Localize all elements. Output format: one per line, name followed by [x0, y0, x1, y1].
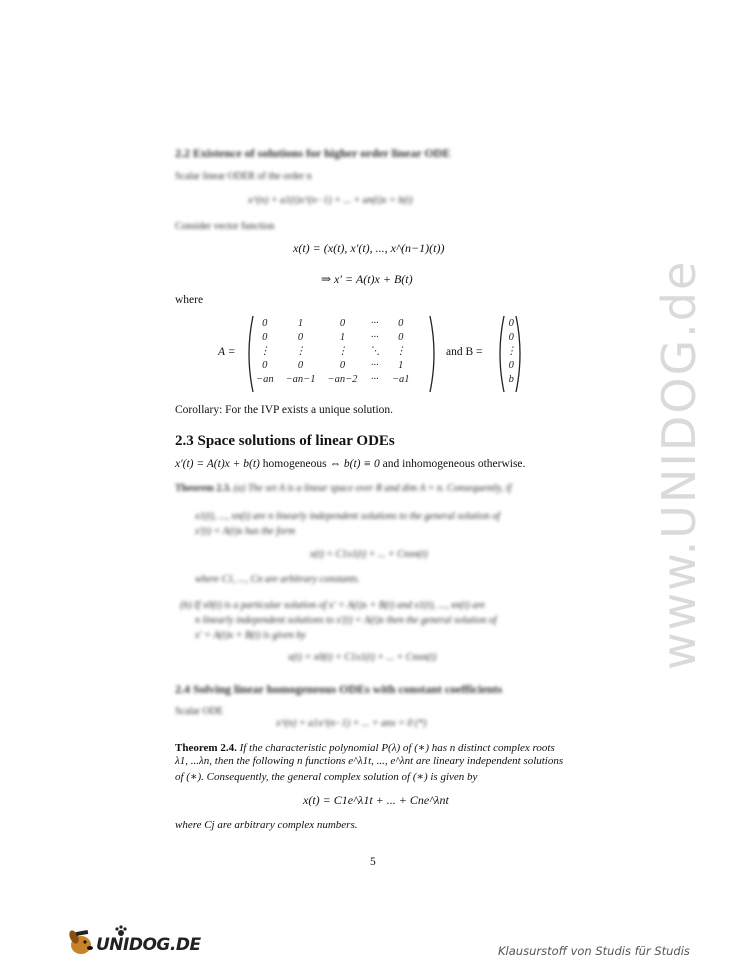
matrix-b-cell: 0 — [508, 359, 514, 371]
and-b-label: and B = — [446, 346, 483, 358]
footer-logo — [66, 925, 201, 961]
matrix-b-cell: 0 — [508, 317, 514, 329]
logo-text: UNIDOG.DE — [96, 935, 201, 955]
homogeneous-text: homogeneous ⇔ — [259, 458, 344, 470]
where-label: where — [175, 294, 204, 306]
matrix-a-row — [250, 316, 416, 330]
section-2-4-equation: x^(n) + a1x^(n−1) + ... + anx = 0 (*) — [276, 718, 427, 729]
matrix-a-cell: ··· — [370, 317, 379, 329]
ode-expression: x′(t) = A(t)x + b(t) — [175, 458, 260, 470]
footer-slogan: Klausurstoff von Studis für Studis — [498, 944, 690, 958]
page-number: 5 — [370, 856, 376, 868]
theorem-2-4-line-2: λ1, ...λn, then the following n functions e^λ1t, ..., e^λnt are lineary independent solutions — [175, 755, 564, 767]
matrix-a-right-paren — [428, 314, 440, 394]
section-2-4-heading: 2.4 Solving linear homogeneous ODEs with constant coefficients — [175, 682, 503, 696]
implies-equation: ⇒ x′ = A(t)x + B(t) — [321, 272, 413, 286]
matrix-a-cell: ⋱ — [369, 346, 380, 357]
matrix-b-cell: 0 — [508, 331, 514, 343]
matrix-a-cell: ··· — [370, 331, 379, 343]
watermark — [600, 260, 750, 680]
matrix-a-cell: −an — [256, 373, 274, 385]
matrix-a-cell: −a1 — [391, 373, 410, 385]
watermark-text: www.UNIDOG.de — [652, 260, 706, 670]
vector-function-equation: x(t) = (x(t), x′(t), ..., x^(n−1)(t)) — [293, 241, 445, 255]
matrix-a-cell: 0 — [297, 331, 304, 343]
matrix-a-cell: ··· — [370, 359, 379, 371]
matrix-a-cell: 1 — [398, 359, 404, 371]
matrix-a-cell: ⋮ — [259, 346, 271, 357]
matrix-a — [250, 316, 416, 386]
theorem-2-3-eq-a: x(t) = C1x1(t) + ... + Cnxn(t) — [310, 549, 428, 560]
theorem-2-3-eq-b: x(t) = x0(t) + C1x1(t) + ... + Cnxn(t) — [288, 652, 437, 663]
matrix-a-cell: 1 — [339, 331, 346, 343]
matrix-a-cell: 1 — [297, 317, 304, 329]
theorem-2-3-part-b-2: n linearly independent solutions to x′(t) = A(t)x then the general solution of — [195, 615, 497, 626]
matrix-a-label: A = — [218, 346, 236, 358]
matrix-a-cell: ⋮ — [395, 346, 406, 357]
inhomogeneous-text: and inhomogeneous otherwise. — [379, 458, 526, 470]
section-2-2-equation: x^(n) + a1(t)x^(n−1) + ... + an(t)x = b(t) — [248, 195, 413, 206]
matrix-a-cell: 0 — [398, 317, 404, 329]
section-2-3-heading: 2.3 Space solutions of linear ODEs — [175, 433, 395, 449]
theorem-2-3-part-b-3: x′ = A(t)x + B(t) is given by — [195, 630, 306, 641]
matrix-a-cell: 0 — [297, 359, 304, 371]
theorem-2-3-part-a: (a) The set A is a linear space over R and dim A = n. Consequently, if — [233, 483, 512, 494]
b-zero-expression: b(t) ≡ 0 — [343, 458, 380, 470]
theorem-2-4-equation: x(t) = C1e^λ1t + ... + Cne^λnt — [303, 793, 449, 807]
theorem-2-3-line-2: x1(t), ..., xn(t) are n linearly independent solutions to the general solution of — [195, 511, 500, 522]
matrix-a-cell: −an−1 — [285, 373, 316, 385]
theorem-2-3-label: Theorem 2.3. — [175, 483, 232, 494]
section-2-2-consider: Consider vector function — [175, 221, 275, 232]
theorem-2-3-line-1 — [175, 483, 511, 494]
matrix-a-cell: 0 — [262, 317, 268, 329]
matrix-a-cell: 0 — [339, 317, 346, 329]
theorem-2-4-line-1 — [175, 741, 595, 754]
theorem-2-4-text-1: If the characteristic polynomial P(λ) of (∗) has n distinct complex roots — [236, 742, 555, 754]
matrix-a-cell: 0 — [339, 359, 346, 371]
matrix-a-row — [250, 344, 416, 358]
matrix-b-right-paren — [514, 314, 526, 394]
matrix-a-cell: ⋮ — [337, 346, 348, 357]
matrix-a-cell: 0 — [262, 359, 268, 371]
matrix-a-cell: ··· — [370, 373, 379, 385]
section-2-4-intro: Scalar ODE — [175, 706, 224, 717]
matrix-a-cell: 0 — [398, 331, 404, 343]
matrix-a-row — [250, 358, 416, 372]
dog-icon — [66, 927, 96, 957]
matrix-a-row — [250, 372, 416, 386]
matrix-b-cell: b — [508, 373, 514, 385]
theorem-2-4-line-3: of (∗). Consequently, the general complex solution of (∗) is given by — [175, 771, 478, 783]
theorem-2-3-line-4: where C1, ..., Cn are arbitrary constants. — [195, 574, 360, 585]
matrix-b-cell: ⋮ — [506, 346, 517, 357]
section-2-2-intro: Scalar linear ODER of the order n — [175, 171, 312, 182]
theorem-2-4-label: Theorem 2.4. — [175, 742, 237, 754]
matrix-a-row — [250, 330, 416, 344]
section-2-3-line — [175, 458, 525, 470]
theorem-2-3-part-b-1: (b) If x0(t) is a particular solution of x′ = A(t)x + B(t) and x1(t), ..., xn(t) are — [180, 600, 486, 611]
matrix-a-cell: ⋮ — [295, 346, 306, 357]
matrix-a-cell: −an−2 — [327, 373, 358, 385]
corollary-text: Corollary: For the IVP exists a unique solution. — [175, 404, 394, 416]
section-2-2-heading: 2.2 Existence of solutions for higher order linear ODE — [175, 146, 451, 160]
theorem-2-3-line-3: x′(t) = A(t)x has the form — [195, 526, 296, 537]
matrix-a-cell: 0 — [262, 331, 268, 343]
theorem-2-4-where: where Cj are arbitrary complex numbers. — [175, 819, 358, 831]
